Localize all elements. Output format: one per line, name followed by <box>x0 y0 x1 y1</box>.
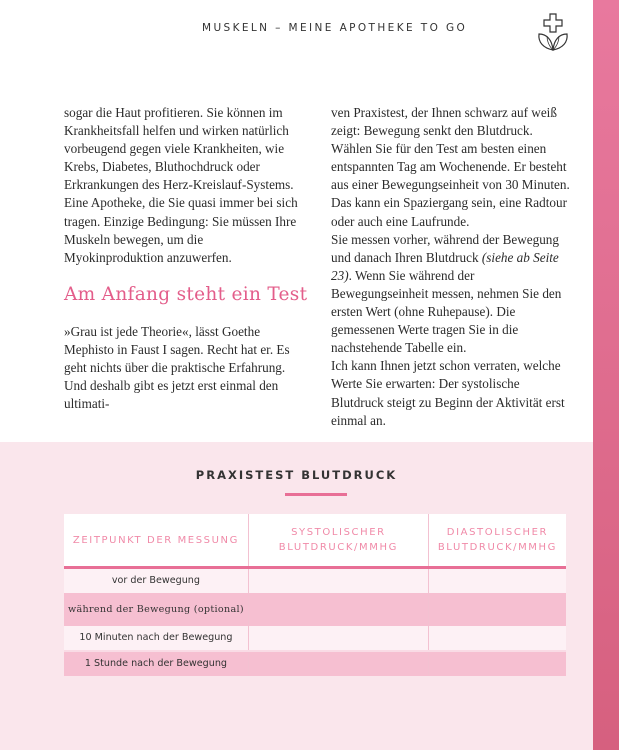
title-underline <box>285 493 347 496</box>
table-row <box>64 651 566 676</box>
systolic-cell[interactable] <box>248 626 428 651</box>
body-paragraph: ven Praxistest, der Ihnen schwarz auf weiß zeigt: Bewegung senkt den Blutdruck. <box>331 105 557 139</box>
column-header-systolic: SYSTOLISCHER BLUTDRUCK/MMHG <box>248 514 428 568</box>
body-paragraph: Ich kann Ihnen jetzt schon verraten, welche Werte Sie erwarten: Der systolische Blutdruck steigt zu Beginn der Aktivität erst einmal an. <box>331 358 565 428</box>
page-reference: (siehe ab Seite 23) <box>331 249 559 283</box>
systolic-cell[interactable] <box>248 568 428 594</box>
row-label: 10 Minuten nach der Bewegung <box>64 626 248 651</box>
page-edge-strip <box>593 0 619 750</box>
diastolic-cell[interactable] <box>428 568 566 594</box>
blood-pressure-table <box>64 514 566 676</box>
row-label: vor der Bewegung <box>64 568 248 594</box>
table-title: PRAXISTEST BLUTDRUCK <box>195 468 398 482</box>
left-column <box>64 104 308 413</box>
table-section <box>0 442 593 750</box>
body-text: Sie messen vorher, während der Bewegung und danach Ihren Blutdruck <box>331 231 559 265</box>
table-row <box>64 568 566 594</box>
body-paragraph: »Grau ist jede Theorie«, lässt Goethe Mephisto in Faust I sagen. Recht hat er. Es geht nichts über die praktische Erfahrung. Und deshalb gibt es jetzt erst einmal den ultimati- <box>64 323 290 412</box>
table-row <box>64 593 566 626</box>
body-paragraph: sogar die Haut profitieren. Sie können im Krankheitsfall helfen und wirken natürlich vorbeugend gegen viele Krankheiten, wie Krebs, Diabetes, Bluthochdruck oder Erkrankungen des Herz-Kreislauf-Systems. Eine Apotheke, die Sie quasi immer bei sich tragen. Einzige Bedingung: Sie müssen Ihre Muskeln bewegen, um die Myokinproduktion anzuwerfen. <box>64 105 298 265</box>
cross-leaf-logo-icon <box>535 12 571 52</box>
diastolic-cell[interactable] <box>428 593 566 626</box>
column-header-diastolic: DIASTOLISCHER BLUTDRUCK/MMHG <box>428 514 566 568</box>
body-text: . Wenn Sie während der Bewegungseinheit messen, nehmen Sie den ersten Wert (ohne Ruhepause). Die gemessenen Werte tragen Sie in die nachstehende Tabelle ein. <box>331 267 562 356</box>
column-header-time: ZEITPUNKT DER MESSUNG <box>64 514 248 568</box>
diastolic-cell[interactable] <box>428 651 566 676</box>
systolic-cell[interactable] <box>248 593 428 626</box>
row-label: 1 Stunde nach der Bewegung <box>64 651 248 676</box>
running-title: MUSKELN – MEINE APOTHEKE TO GO <box>202 22 468 34</box>
systolic-cell[interactable] <box>248 651 428 676</box>
body-paragraph: Wählen Sie für den Test am besten einen entspannten Tag am Wochenende. Er besteht aus einer Bewegungseinheit von 30 Minuten. Das kann ein Spaziergang sein, eine Radtour oder auch eine Laufrunde. <box>331 141 570 229</box>
diastolic-cell[interactable] <box>428 626 566 651</box>
section-heading: Am Anfang steht ein Test <box>64 283 308 305</box>
body-paragraph <box>331 231 575 358</box>
right-column <box>331 104 575 430</box>
row-label: während der Bewegung (optional) <box>64 593 248 626</box>
table-row <box>64 626 566 651</box>
